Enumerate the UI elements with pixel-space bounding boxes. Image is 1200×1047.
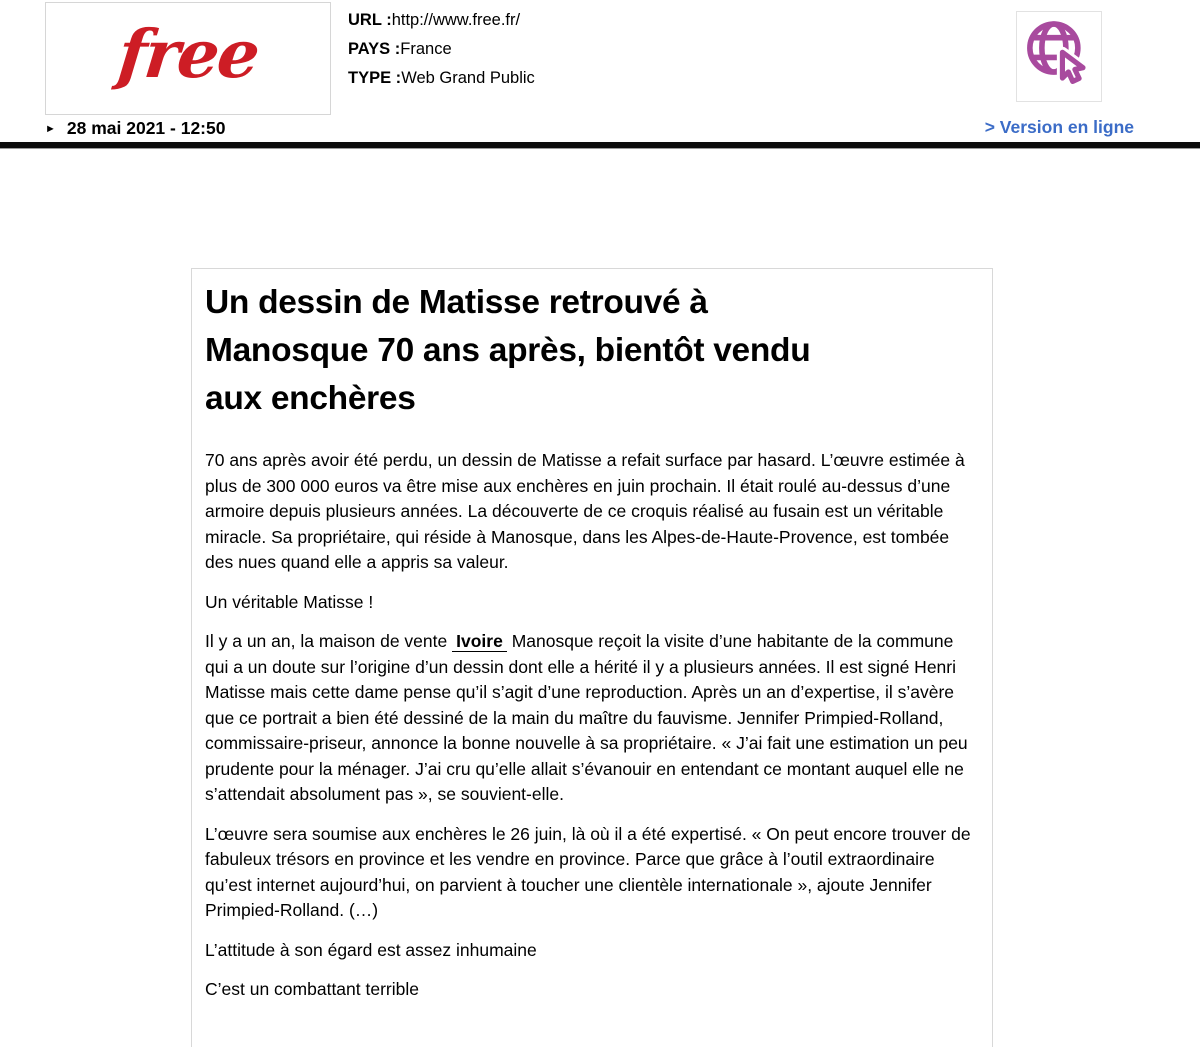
article-title bbox=[205, 279, 979, 423]
meta-url-value: http://www.free.fr/ bbox=[391, 11, 521, 29]
source-meta-block bbox=[348, 6, 535, 93]
meta-pays-value: France bbox=[400, 40, 452, 58]
version-en-ligne-link[interactable]: > Version en ligne bbox=[984, 117, 1134, 137]
triangle-marker-icon: ► bbox=[45, 123, 56, 135]
meta-type-row bbox=[348, 64, 535, 93]
article-title-line-2: Manosque 70 ans après, bientôt vendu bbox=[205, 332, 811, 369]
article-paragraph-lead: 70 ans après avoir été perdu, un dessin de Matisse a refait surface par hasard. L’œuvre estimée à plus de 300 000 euros va être mise aux enchères en juin prochain. Il était roulé au-dessus d’une armoire depuis plusieurs années. La découverte de ce croquis réalisé au fusain est un véritable miracle. Sa propriétaire, qui réside à Manosque, dans les Alpes-de-Haute-Provence, est tombée des nues quand elle a appris sa valeur. bbox=[205, 450, 965, 572]
ivoire-link[interactable]: Ivoire bbox=[452, 631, 507, 652]
meta-pays-label: PAYS : bbox=[348, 40, 401, 58]
free-logo: free bbox=[114, 14, 263, 93]
article-container bbox=[191, 268, 993, 1047]
article-paragraph-quote-2: C’est un combattant terrible bbox=[205, 979, 419, 999]
meta-type-value: Web Grand Public bbox=[401, 69, 535, 87]
online-version-button[interactable] bbox=[1016, 11, 1102, 102]
publication-date-text: 28 mai 2021 - 12:50 bbox=[66, 117, 226, 138]
article-body bbox=[205, 448, 979, 1003]
publication-date bbox=[45, 117, 225, 139]
meta-url-label: URL : bbox=[348, 11, 392, 29]
article-title-line-3: aux enchères bbox=[205, 380, 416, 417]
paragraph-text-after-link: Manosque reçoit la visite d’une habitante de la commune qui a un doute sur l’origine d’un dessin dont elle a hérité il y a plusieurs années. Il est signé Henri Matisse mais cette dame pense qu’il s’agit d’une reproduction. Après un an d’expertise, il s’avère que ce portrait a bien été dessiné de la main du maître du fauvisme. Jennifer Primpied-Rolland, commissaire-priseur, annonce la bonne nouvelle à sa propriétaire. « J’ai fait une estimation un peu prudente pour la ménager. J’ai cru qu’elle allait s’évanouir en entendant ce montant auquel elle ne s’attendait absolument pas », se souvient-elle. bbox=[205, 631, 968, 804]
meta-pays-row bbox=[348, 35, 535, 64]
meta-type-label: TYPE : bbox=[348, 69, 402, 87]
paragraph-text-before-link: Il y a un an, la maison de vente bbox=[205, 631, 448, 651]
article-paragraph-auction: L’œuvre sera soumise aux enchères le 26 juin, là où il a été expertisé. « On peut encore trouver de fabuleux trésors en province et les vendre en province. Parce que grâce à l’outil extraordinaire qu’est internet aujourd’hui, on parvient à toucher une clientèle internationale », ajoute Jennifer Primpied-Rolland. (…) bbox=[205, 823, 971, 920]
article-paragraph-exclaim: Un véritable Matisse ! bbox=[205, 591, 374, 612]
meta-url-row bbox=[348, 6, 535, 35]
globe-cursor-icon bbox=[1023, 16, 1095, 97]
header-divider-bar bbox=[0, 142, 1200, 149]
source-logo-box bbox=[45, 2, 331, 115]
article-paragraph-quote-1: L’attitude à son égard est assez inhumaine bbox=[205, 939, 537, 960]
article-title-line-1: Un dessin de Matisse retrouvé à bbox=[205, 284, 708, 321]
article-paragraph-story bbox=[205, 629, 979, 808]
